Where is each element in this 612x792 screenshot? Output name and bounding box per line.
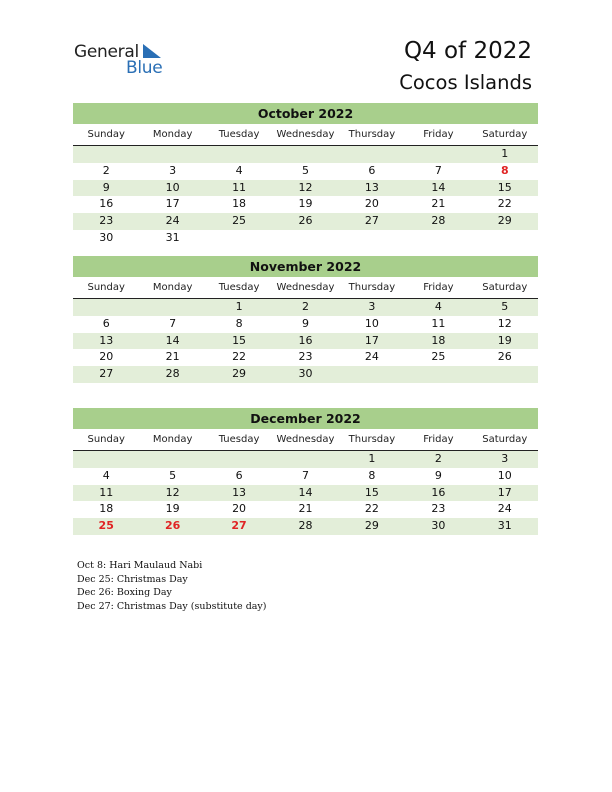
weekday-label: Sunday [87,282,125,293]
weekday-label: Thursday [348,129,396,140]
day-cell: 4 [235,163,243,177]
day-cell: 5 [501,300,509,313]
weekday-label: Friday [423,282,454,293]
day-cell: 27 [99,367,114,381]
day-cell: 18 [99,502,114,516]
weekday-header-row [73,280,538,299]
day-cell: 23 [298,350,313,364]
day-cell: 10 [497,468,512,482]
day-cell: 23 [99,214,114,228]
weekday-label: Friday [423,129,454,140]
day-cell: 24 [364,350,379,364]
day-cell: 5 [169,468,177,482]
week-row [73,146,538,163]
country-title: Cocos Islands [399,71,532,94]
day-cell: 21 [165,350,180,364]
week-row [73,180,538,197]
day-cell: 2 [301,300,309,313]
day-cell: 7 [434,163,442,177]
month-header: December 2022 [73,408,538,429]
day-cell [73,299,139,316]
holiday-notes [77,559,267,613]
logo-triangle-icon [141,43,163,59]
day-cell: 10 [165,180,180,194]
day-cell [139,451,205,468]
day-cell: 16 [431,485,446,499]
day-cell: 25 [98,519,114,533]
day-cell [272,146,338,163]
week-row [73,299,538,316]
day-cell: 6 [102,316,110,330]
day-cell: 4 [434,300,442,313]
month-november [73,256,538,383]
day-cell: 15 [232,333,247,347]
weekday-label: Tuesday [218,129,260,140]
day-cell [339,146,405,163]
day-cell: 16 [99,197,114,211]
day-cell: 24 [165,214,180,228]
weekday-label: Tuesday [218,434,260,445]
day-cell: 16 [298,333,313,347]
day-cell: 23 [431,502,446,516]
holiday-note: Dec 26: Boxing Day [77,587,172,598]
weekday-label: Saturday [482,129,528,140]
weekday-label: Tuesday [218,282,260,293]
week-row [73,451,538,468]
day-cell: 28 [431,214,446,228]
day-cell: 20 [364,197,379,211]
day-cell: 31 [165,230,180,244]
day-cell: 6 [368,163,376,177]
day-cell: 17 [165,197,180,211]
day-cell: 11 [99,485,114,499]
day-cell: 8 [368,468,376,482]
weekday-label: Saturday [482,434,528,445]
weekday-label: Monday [152,129,193,140]
day-cell: 21 [431,197,446,211]
week-row [73,501,538,518]
day-cell [206,451,272,468]
day-cell: 1 [235,300,243,313]
day-cell: 1 [368,452,376,465]
day-cell: 19 [298,197,313,211]
holiday-note: Dec 27: Christmas Day (substitute day) [77,600,267,612]
day-cell [405,230,471,247]
day-cell: 1 [501,147,509,160]
month-header: October 2022 [73,103,538,124]
day-cell: 18 [431,333,446,347]
day-cell: 19 [165,502,180,516]
day-cell: 13 [364,180,379,194]
day-cell [272,230,338,247]
day-cell: 5 [301,163,309,177]
weekday-label: Friday [423,434,454,445]
day-cell: 11 [431,316,446,330]
week-row [73,366,538,383]
day-cell: 20 [99,350,114,364]
weekday-header-row [73,127,538,146]
day-cell: 15 [364,485,379,499]
weekday-header-row [73,432,538,451]
day-cell: 14 [298,485,313,499]
day-cell: 28 [298,519,313,533]
weekday-label: Monday [152,434,193,445]
week-row [73,213,538,230]
day-cell: 24 [497,502,512,516]
day-cell: 13 [99,333,114,347]
day-cell: 11 [232,180,247,194]
month-october [73,103,538,247]
day-cell: 22 [497,197,512,211]
day-cell: 30 [298,367,313,381]
day-cell [405,366,471,383]
day-cell [73,146,139,163]
day-cell: 14 [431,180,446,194]
day-cell: 31 [497,519,512,533]
weekday-label: Thursday [348,434,396,445]
day-cell: 2 [102,163,110,177]
day-cell: 19 [497,333,512,347]
day-cell: 18 [232,197,247,211]
weekday-label: Sunday [87,434,125,445]
holiday-note: Dec 25: Christmas Day [77,573,188,585]
day-cell: 4 [102,468,110,482]
day-cell: 12 [165,485,180,499]
weekday-label: Wednesday [276,282,335,293]
day-cell: 22 [364,502,379,516]
quarter-title: Q4 of 2022 [403,38,532,64]
day-cell: 9 [102,180,110,194]
logo-word-general: General [74,42,139,62]
weekday-label: Sunday [87,129,125,140]
weekday-label: Saturday [482,282,528,293]
weekday-label: Thursday [348,282,396,293]
day-cell: 12 [497,316,512,330]
weekday-label: Wednesday [276,129,335,140]
day-cell: 2 [434,452,442,465]
day-cell: 27 [231,519,247,533]
weekday-label: Monday [152,282,193,293]
day-cell: 7 [301,468,309,482]
week-row [73,196,538,213]
day-cell: 28 [165,367,180,381]
week-row [73,163,538,180]
weekday-label: Wednesday [276,434,335,445]
day-cell: 14 [165,333,180,347]
day-cell: 30 [431,519,446,533]
day-cell: 9 [301,316,309,330]
day-cell: 20 [232,502,247,516]
day-cell: 13 [232,485,247,499]
week-row [73,349,538,366]
day-cell: 29 [364,519,379,533]
week-row [73,316,538,333]
holiday-note: Oct 8: Hari Maulaud Nabi [77,560,203,571]
day-cell: 12 [298,180,313,194]
week-row [73,468,538,485]
day-cell: 21 [298,502,313,516]
day-cell: 15 [497,180,512,194]
day-cell: 17 [497,485,512,499]
day-cell: 6 [235,468,243,482]
week-row [73,333,538,350]
day-cell: 30 [99,230,114,244]
day-cell [272,451,338,468]
logo-word-blue: Blue [126,58,163,78]
day-cell: 9 [434,468,442,482]
day-cell: 25 [232,214,247,228]
day-cell [73,451,139,468]
day-cell [472,230,538,247]
day-cell: 17 [364,333,379,347]
day-cell: 26 [164,519,181,533]
month-header: November 2022 [73,256,538,277]
day-cell: 26 [497,350,512,364]
day-cell: 27 [364,214,379,228]
day-cell: 3 [501,452,509,465]
day-cell: 3 [368,300,376,313]
day-cell [206,146,272,163]
day-cell: 8 [500,163,509,177]
week-row [73,485,538,502]
month-december [73,408,538,535]
week-row [73,518,538,535]
day-cell [339,366,405,383]
day-cell [405,146,471,163]
week-row [73,230,538,247]
day-cell [472,366,538,383]
day-cell: 10 [364,316,379,330]
day-cell: 29 [497,214,512,228]
day-cell [139,299,205,316]
logo [74,42,174,78]
day-cell [139,146,205,163]
day-cell: 22 [232,350,247,364]
day-cell: 8 [235,316,243,330]
day-cell: 25 [431,350,446,364]
day-cell: 26 [298,214,313,228]
day-cell [339,230,405,247]
day-cell: 29 [232,367,247,381]
day-cell: 7 [169,316,177,330]
day-cell [206,230,272,247]
day-cell: 3 [169,163,177,177]
